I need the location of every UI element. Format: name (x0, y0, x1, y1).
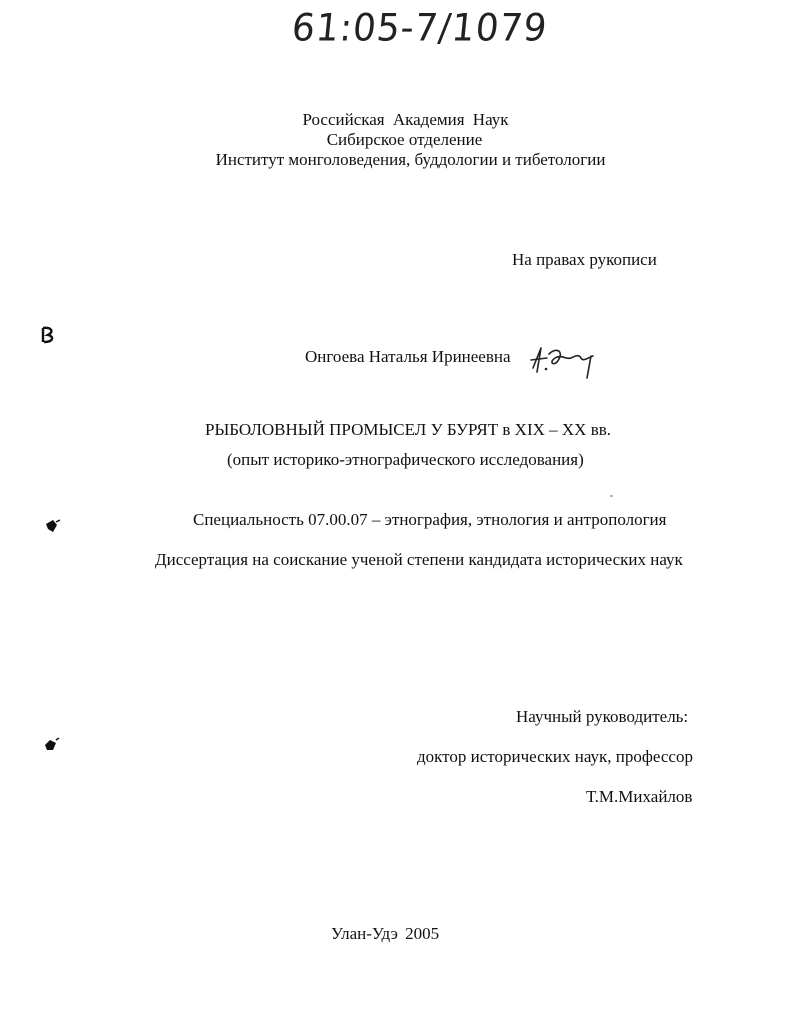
binding-hole-mark-icon (42, 737, 60, 753)
paper-speck (610, 495, 613, 497)
archive-number: 61:05-7/1079 (289, 6, 550, 51)
binding-hole-mark-icon (44, 518, 62, 534)
organization-line-2: Сибирское отделение (326, 130, 483, 149)
organization-line-1: Российская Академия Наук (302, 110, 509, 129)
binding-hole-mark-icon (40, 326, 56, 344)
dissertation-subtitle: (опыт историко-этнографического исследования) (227, 450, 584, 469)
organization-header (0, 110, 791, 170)
dissertation-title: РЫБОЛОВНЫЙ ПРОМЫСЕЛ У БУРЯТ в XIX – XX вв. (205, 420, 612, 439)
specialty-line: Специальность 07.00.07 – этнография, этнология и антропология (193, 510, 667, 529)
rights-note: На правах рукописи (512, 250, 657, 269)
advisor-name: Т.М.Михайлов (586, 787, 693, 806)
advisor-label: Научный руководитель: (516, 707, 689, 726)
author-name: Онгоева Наталья Иринеевна (305, 347, 511, 366)
city-year: Улан-Удэ 2005 (331, 924, 440, 943)
author-signature (527, 338, 607, 384)
dissertation-degree-line: Диссертация на соискание ученой степени кандидата исторических наук (155, 550, 683, 569)
advisor-degree: доктор исторических наук, профессор (417, 747, 693, 766)
organization-line-3: Институт монголоведения, буддологии и тибетологии (215, 150, 606, 169)
